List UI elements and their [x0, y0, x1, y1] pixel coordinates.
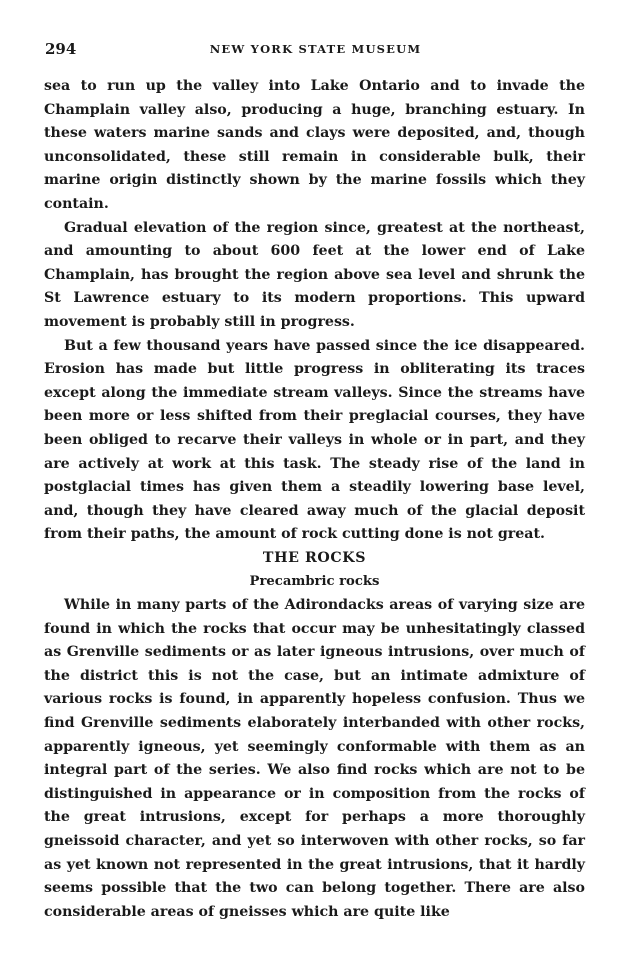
page-body	[44, 75, 585, 924]
running-head: NEW YORK STATE MUSEUM	[209, 42, 422, 56]
section-subheading: Precambric rocks	[249, 574, 380, 590]
paragraph-elevation: Gradual elevation of the region since, greatest at the northeast, and amounting to about 600 feet at the lower end of Lake Champlain, has brought the region above sea level and shrunk the St Lawrence estuary to its modern proportions. This upward movement is probably still in progress.	[44, 219, 585, 330]
paragraph-continued: sea to run up the valley into Lake Ontario and to invade the Champlain valley also, producing a huge, branching estuary. In these waters marine sands and clays were deposited, and, though unconsolidated, these still remain in considerable bulk, their marine origin distinctly shown by the marine fossils which they contain.	[44, 78, 585, 212]
paragraph-adirondacks: While in many parts of the Adirondacks areas of varying size are found in which the rocks that occur may be unhesitatingly classed as Grenville sediments or as later igneous intrusions, over much of the district this is not the case, but an intimate admixture of various rocks is found, in apparently hopeless confusion. Thus we find Grenville sediments elaborately interbanded with other rocks, apparently igneous, yet seemingly conformable with them as an integral part of the series. We also find rocks which are not to be distinguished in appearance or in composition from the rocks of the great intrusions, except for perhaps a more thoroughly gneissoid character, and yet so interwoven with other rocks, so far as yet known not represented in the great intrusions, that it hardly seems possible that the two can belong together. There are also considerable areas of gneisses which are quite like	[44, 597, 585, 920]
paragraph-erosion: But a few thousand years have passed since the ice disappeared. Erosion has made but little progress in obliterating its traces except along the immediate stream valleys. Since the streams have been more or less shifted from their preglacial courses, they have been obliged to recarve their valleys in whole or in part, and they are actively at work at this task. The steady rise of the land in postglacial times has given them a steadily lowering base level, and, though they have cleared away much of the glacial deposit from their paths, the amount of rock cutting done is not great.	[44, 337, 585, 543]
page-header	[45, 40, 586, 60]
page-number: 294	[45, 40, 77, 58]
section-heading: THE ROCKS	[262, 549, 367, 566]
